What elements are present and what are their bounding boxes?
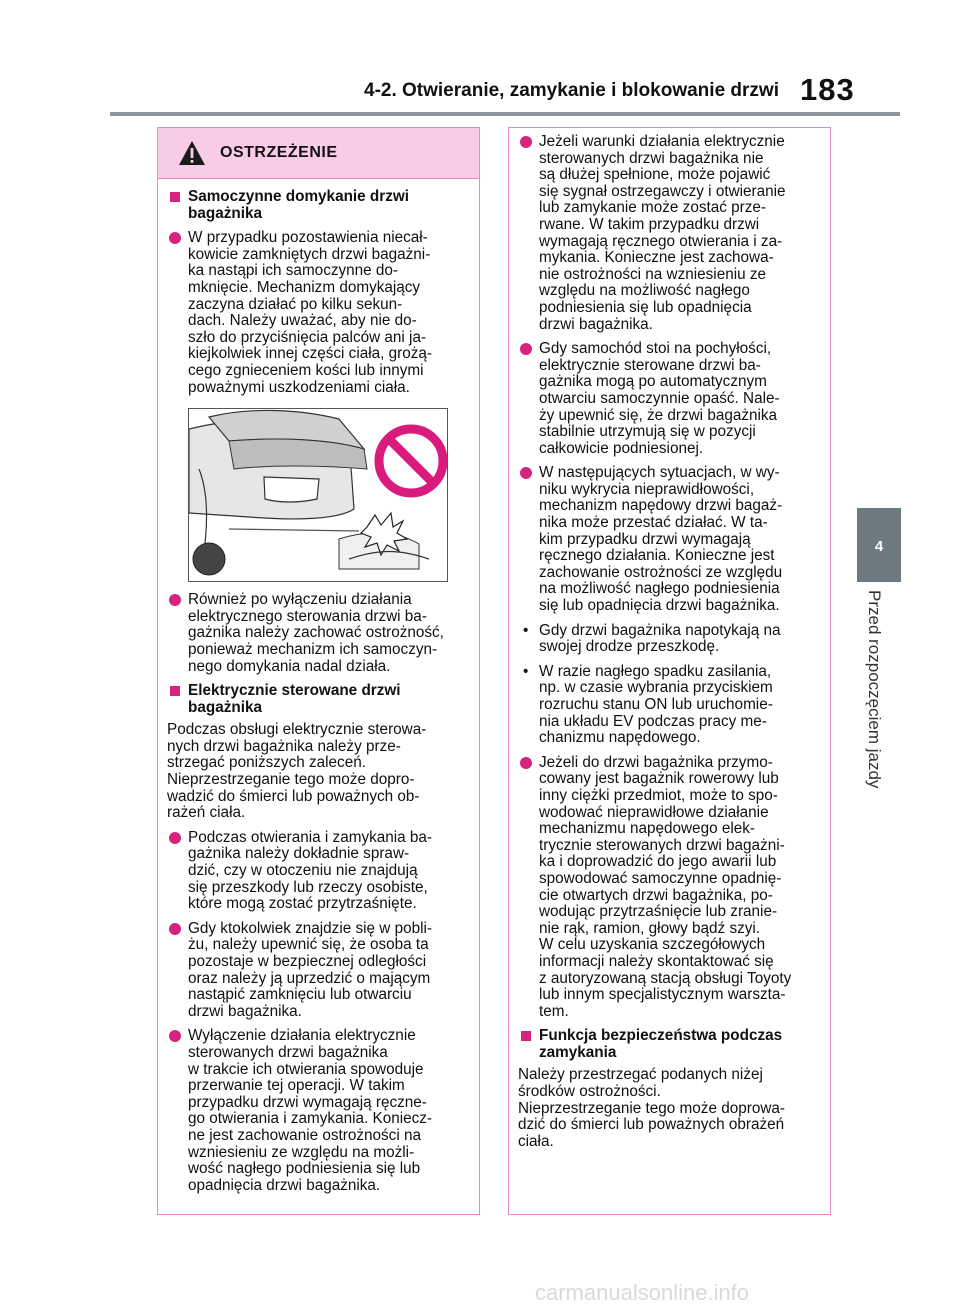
tailgate-car-image [189,409,447,581]
text-line: zachowanie ostrożności ze względu [539,563,783,581]
text-line: szło do przyciśnięcia palców ani ja- [188,328,427,346]
warning-header [158,128,479,179]
text-line: nego domykania nadal działa. [188,657,391,675]
text-line: ne jest zachowanie ostrożności na [188,1126,421,1144]
chapter-label: Przed rozpoczęciem jazdy [865,590,884,789]
text-line: środków ostrożności. [518,1083,661,1101]
text-line: rozruchu stanu ON lub uruchomie- [539,696,773,713]
text-line: stabilnie utrzymują się w pozycji [539,423,756,441]
text-line: ka nastąpi ich samoczynne do- [188,262,399,280]
text-line: W celu uzyskania szczegółowych [539,936,766,954]
text-line: mknięcie. Mechanizm domykający [188,278,421,296]
text-line: które mogą zostać przytrzaśnięte. [188,895,417,913]
bullet-item [167,230,470,396]
text-line: W razie nagłego spadku zasilania, [539,662,772,680]
text-line: dzić, czy w otoczeniu nie znajdują [188,862,418,880]
text-line: inny ciężki przedmiot, może to spo- [539,786,778,804]
text-line: na możliwość nagłego podniesienia [539,580,780,598]
text-line: ręcznego działania. Konieczne jest [539,547,775,565]
text-line: podniesienia się lub opadnięcia [539,298,752,316]
warning-title: OSTRZEŻENIE [220,144,338,161]
watermark: carmanualsonline.info [535,1280,750,1305]
text-line: ponieważ mechanizm ich samoczyn- [188,640,438,658]
bullet-item [518,341,821,457]
text-line: go otwierania i zamykania. Koniecz- [188,1110,433,1128]
warning-content [158,179,479,1194]
text-line: sterowanych drzwi bagażnika [188,1043,388,1061]
text-line: ciała. [518,1132,554,1150]
text-line: przypadku drzwi wymagają ręczne- [188,1093,427,1111]
text-line: elektrycznego sterowania drzwi ba- [188,607,427,625]
text-line: mechanizmu napędowego elek- [539,820,755,838]
page-number: 183 [800,72,855,107]
text-line: bagażnika [188,698,262,716]
text-line: Gdy drzwi bagażnika napotykają na [539,621,781,639]
text-line: mechanizm napędowy drzwi bagaż- [539,497,783,515]
text-line: Elektrycznie sterowane drzwi [188,682,401,700]
bullet-dot-icon [169,594,181,606]
bullet-marker: • [523,662,529,680]
bullet-item [167,830,470,913]
text-line: nastąpić zamknięciu lub otwarciu [188,986,412,1004]
text-line: cie otwartych drzwi bagażnika, po- [539,886,773,904]
text-line: bagażnika [188,204,262,222]
text-line: oraz należy ją uprzedzić o mającym [188,969,431,987]
text-line: Należy przestrzegać podanych niżej [518,1066,763,1084]
text-line: gażnika mogą po automatycznym [539,373,767,391]
bullet-item [167,1028,470,1194]
text-line: wadzić do śmierci lub poważnych ob- [167,787,420,805]
bullet-dot-icon [169,232,181,244]
text-line: nych drzwi bagażnika należy prze- [167,737,401,755]
text-line: dach. Należy uważać, aby nie do- [188,312,417,330]
text-line: tem. [539,1002,569,1020]
bullet-dot-icon [520,757,532,769]
text-line: nika może przestać działać. W ta- [539,514,768,532]
text-line: są dłużej spełnione, może pojawić [539,166,771,184]
text-line: wość nagłego podniesienia się lub [188,1160,421,1178]
chapter-number: 4 [874,538,884,555]
text-line: mykania. Konieczne jest zachowa- [539,249,774,267]
header-rule [110,112,900,116]
text-line: Nieprzestrzeganie tego może dopro- [167,771,415,789]
bullet-item [518,134,821,333]
text-line: nie rąk, ramion, głowy bądź szyi. [539,919,761,937]
text-line: sterowanych drzwi bagażnika nie [539,149,764,167]
text-line: względu na możliwość nagłego [539,282,750,300]
bullet-item [518,755,821,1021]
bullet-marker: • [523,621,529,639]
text-line: Również po wyłączeniu działania [188,591,412,609]
text-line: wodując przytrzaśnięcie lub zranie- [539,903,778,921]
bullet-dot-icon [520,136,532,148]
dash-item [518,623,821,656]
bullet-dot-icon [520,343,532,355]
section-heading [167,683,470,716]
text-line: przerwanie tej operacji. W takim [188,1077,405,1095]
text-line: strzegać poniższych zaleceń. [167,754,366,772]
text-line: elektrycznie sterowane drzwi ba- [539,356,761,374]
text-line: otwarciu samoczynnie opaść. Nale- [539,389,780,407]
text-line: kiejkolwiek innej części ciała, grożą- [188,345,432,363]
text-line: drzwi bagażnika. [188,1002,302,1020]
text-line: gażnika należy dokładnie spraw- [188,845,410,863]
text-line: drzwi bagażnika. [539,315,653,333]
bullet-dot-icon [169,832,181,844]
text-line: opadnięcia drzwi bagażnika. [188,1176,381,1194]
text-line: Jeżeli warunki działania elektrycznie [539,133,785,150]
text-line: Samoczynne domykanie drzwi [188,188,410,205]
text-line: rwane. W takim przypadku drzwi [539,215,760,233]
paragraph [167,722,470,822]
tailgate-illustration [188,408,448,582]
text-line: lub innym specjalistycznym warszta- [539,986,786,1004]
bullet-dot-icon [520,467,532,479]
warning-box-continued [508,127,831,1215]
bullet-item [167,921,470,1021]
text-line: żu, należy upewnić się, że osoba ta [188,936,429,954]
text-line: nie ostrożności na wzniesieniu ze [539,265,767,283]
text-line: kim przypadku drzwi wymagają [539,530,751,548]
bullet-item [518,465,821,614]
text-line: Funkcja bezpieczeństwa podczas [539,1027,783,1045]
header-title: 4-2. Otwieranie, zamykanie i blokowanie drzwi [364,80,779,101]
text-line: wzniesieniu ze względu na możli- [188,1143,415,1161]
text-line: W przypadku pozostawienia niecał- [188,229,428,247]
text-line: cowany jest bagażnik rowerowy lub [539,770,779,788]
text-line: Wyłączenie działania elektrycznie [188,1027,416,1045]
text-line: się przeszkody lub rzeczy osobiste, [188,878,428,896]
text-line: rażeń ciała. [167,804,246,822]
dash-item [518,664,821,747]
bullet-item [167,592,470,675]
bullet-dot-icon [169,923,181,935]
text-line: Nieprzestrzeganie tego może doprowa- [518,1099,785,1117]
text-line: poważnymi uszkodzeniami ciała. [188,378,410,396]
text-line: się lub opadnięcia drzwi bagażnika. [539,597,780,615]
paragraph [518,1067,821,1150]
text-line: dzić do śmierci lub poważnych obrażeń [518,1116,785,1134]
text-line: kowicie zamkniętych drzwi bagażni- [188,245,431,263]
text-line: wodować nieprawidłowe działanie [539,803,769,821]
warning-triangle-icon [178,140,206,166]
text-line: Podczas obsługi elektrycznie sterowa- [167,721,427,739]
text-line: nia układu EV podczas pracy me- [539,712,767,730]
text-line: niku wykrycia nieprawidłowości, [539,480,755,498]
text-line: Gdy ktokolwiek znajdzie się w pobli- [188,919,433,937]
text-line: gażnika należy zachować ostrożność, [188,624,444,642]
text-line: wymagają ręcznego otwierania i za- [539,232,783,250]
bullet-dot-icon [169,1030,181,1042]
text-line: swojej drodze przeszkodę. [539,638,720,656]
text-line: spowodować samoczynne opadnię- [539,869,782,887]
text-line: pozostaje w bezpiecznej odległości [188,953,427,970]
text-line: zaczyna działać po kilku sekun- [188,295,403,313]
text-line: w trakcie ich otwierania spowoduje [188,1060,424,1078]
section-heading [167,189,470,222]
text-line: chanizmu napędowego. [539,729,701,747]
text-line: lub zamykanie może zostać prze- [539,199,766,217]
text-line: się sygnał ostrzegawczy i otwieranie [539,182,786,200]
text-line: ka i doprowadzić do jego awarii lub [539,853,777,871]
section-heading [518,1028,821,1061]
text-line: całkowicie podniesionej. [539,439,704,457]
text-line: Jeżeli do drzwi bagażnika przymo- [539,753,773,771]
text-line: ży upewnić się, że drzwi bagażnika [539,406,778,424]
text-line: Gdy samochód stoi na pochyłości, [539,340,772,358]
text-line: informacji należy skontaktować się [539,952,774,970]
text-line: np. w czasie wybrania przyciskiem [539,679,773,697]
text-line: Podczas otwierania i zamykania ba- [188,828,433,846]
warning-box [157,127,480,1215]
text-line: zamykania [539,1043,617,1061]
text-line: z autoryzowaną stacją obsługi Toyoty [539,969,792,987]
text-line: cego zgnieceniem kości lub innymi [188,361,424,379]
chapter-tab[interactable] [857,508,901,582]
text-line: trycznie sterowanych drzwi bagażni- [539,836,785,854]
text-line: W następujących sytuacjach, w wy- [539,464,780,482]
warning-content [509,128,830,1150]
